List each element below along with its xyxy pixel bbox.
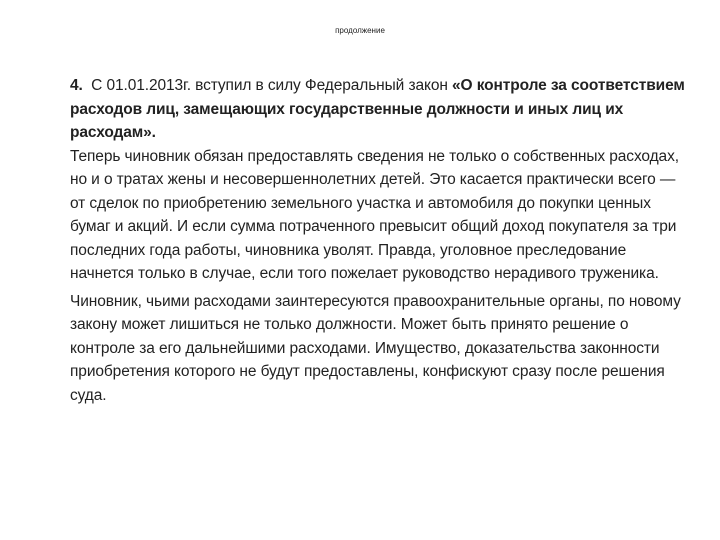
heading-lead: С 01.01.2013г. вступил в силу Федеральный закон bbox=[91, 77, 453, 94]
paragraph-reporting-duty: Теперь чиновник обязан предоставлять сведения не только о собственных расходах, но и о тратах жены и несовершеннолетних детей. Это касается практически всего — от сделок по приобретению земельного участка и автомобиля до покупки ценных бумаг и акций. И если сумма потраченного превысит общий доход покупателя за три последних года работы, чиновника уволят. Правда, уголовное преследование начнется только в случае, если того пожелает руководство нерадивого труженика. bbox=[70, 147, 679, 282]
item-number: 4. bbox=[70, 77, 83, 94]
paragraph-consequences: Чиновник, чьими расходами заинтересуются правоохранительные органы, по новому закону может лишиться не только должности. Может быть принято решение о контроле за его дальнейшими расходами. Имущество, доказательства законности приобретения которого не будут предоставлены, конфискуют сразу после решения суда. bbox=[70, 292, 681, 404]
law-heading bbox=[70, 74, 690, 145]
slide-content bbox=[70, 74, 690, 407]
top-caption: продолжение bbox=[335, 26, 385, 35]
law-title: «О контроле за соответствием расходов лиц, замещающих государственные должности и иных лиц их расходам». bbox=[70, 77, 685, 141]
